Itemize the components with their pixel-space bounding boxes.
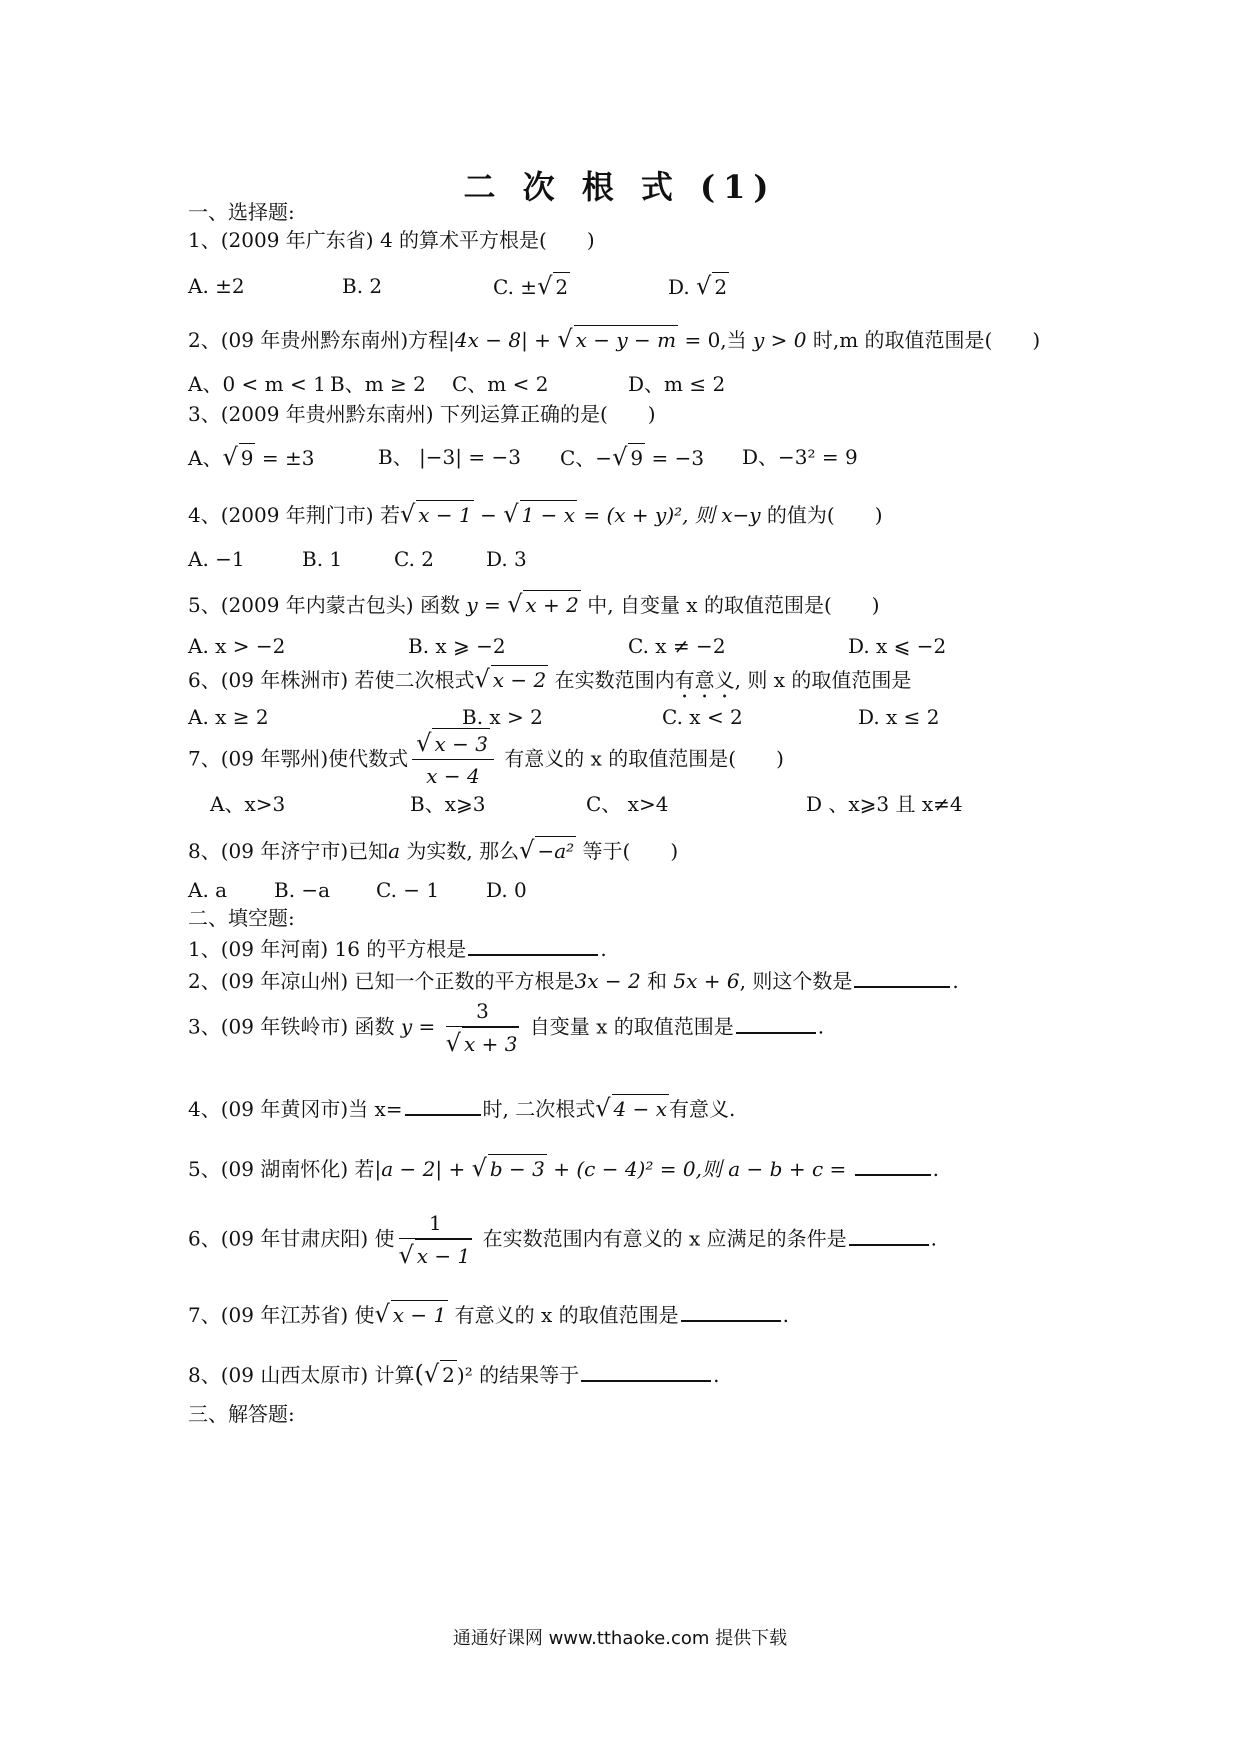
text: 的值为( xyxy=(760,503,835,527)
radicand: 9 xyxy=(628,443,645,472)
text: , 则这个数是 xyxy=(739,969,853,993)
denominator: x − 4 xyxy=(426,764,480,788)
mc-question-3 xyxy=(188,400,656,428)
option-b: B. 1 xyxy=(302,547,343,571)
sqrt-sign: √ xyxy=(416,729,432,757)
fill-question-8 xyxy=(188,1358,719,1389)
paren-close: ) xyxy=(874,503,883,527)
fill-question-2 xyxy=(188,964,959,995)
mc-question-4 xyxy=(188,500,883,529)
paren-close: ) xyxy=(670,839,679,863)
paren-close: ) xyxy=(776,746,784,771)
option-d: D. 0 xyxy=(486,878,527,902)
fill-question-5 xyxy=(188,1152,939,1183)
mc-question-6 xyxy=(188,665,911,703)
option-label: D. xyxy=(668,275,697,299)
mc-question-7 xyxy=(188,728,784,792)
text: 有意义的 x 的取值范围是 xyxy=(448,1303,679,1327)
text: 在实数范围内 xyxy=(548,668,675,692)
paren-close: )² xyxy=(456,1363,473,1387)
option-b: B. −a xyxy=(274,878,331,902)
option-b: B、x⩾3 xyxy=(410,792,486,816)
option-b: B. 2 xyxy=(342,274,383,298)
sqrt-sign: √ xyxy=(423,1360,440,1388)
sqrt-sign: √ xyxy=(474,665,490,693)
paren-close: ) xyxy=(871,593,880,617)
option-c: C. − 1 xyxy=(376,878,440,902)
sqrt-sign: √ xyxy=(503,500,519,528)
option-b: B、 |−3| = −3 xyxy=(378,445,521,469)
section-heading-fill: 二、填空题: xyxy=(188,906,295,930)
radicand: 2 xyxy=(440,1360,457,1389)
radicand: 4 − x xyxy=(612,1094,669,1123)
text: 等于( xyxy=(576,839,631,863)
option-a: A、x>3 xyxy=(210,792,286,816)
option-d: D. 3 xyxy=(486,547,527,571)
option-label: C、− xyxy=(560,446,613,470)
option-a: A. x ≥ 2 xyxy=(188,705,269,729)
option-d: D、m ≤ 2 xyxy=(628,372,726,396)
numerator xyxy=(412,728,494,760)
text: 为实数, 那么 xyxy=(400,839,520,863)
answer-blank xyxy=(736,1010,816,1034)
sqrt-sign: √ xyxy=(507,590,523,618)
sqrt-sign: √ xyxy=(595,1094,611,1122)
option-c: C. x ≠ −2 xyxy=(628,634,726,658)
page-title: 二 次 根 式 (1) xyxy=(463,168,777,206)
variable: x−y xyxy=(721,503,761,527)
expression: 5x + 6 xyxy=(673,969,740,993)
radicand: x − 1 xyxy=(415,1239,472,1272)
option-rest: = ±3 xyxy=(255,446,315,470)
function: y = xyxy=(466,593,508,617)
paren-close: ) xyxy=(586,228,595,252)
option-b: B. x > 2 xyxy=(462,705,543,729)
radicand: x − 1 xyxy=(416,500,473,529)
option-a: A. x > −2 xyxy=(188,634,286,658)
question-text: 6、(09 年甘肃庆阳) 使 xyxy=(188,1226,395,1251)
question-text: 8、(09 年济宁市)已知 xyxy=(188,839,389,863)
option-d xyxy=(668,272,729,301)
option-c: C、m < 2 xyxy=(452,372,549,396)
answer-blank xyxy=(854,964,950,988)
option-a: A. −1 xyxy=(188,547,245,571)
radicand: −a² xyxy=(535,836,576,865)
text: 中, 自变量 x 的取值范围是( xyxy=(580,593,832,617)
fill-question-6 xyxy=(188,1208,937,1272)
option-a: A. a xyxy=(188,878,228,902)
option-b: B. x ⩾ −2 xyxy=(408,634,506,658)
radicand: 9 xyxy=(239,443,256,472)
text: , 则 x 的取值范围是 xyxy=(734,668,912,692)
text: 在实数范围内有意义的 x 应满足的条件是 xyxy=(476,1226,847,1251)
option-c: C、 x>4 xyxy=(586,792,669,816)
option-d: D. x ⩽ −2 xyxy=(848,634,947,658)
radicand: b − 3 xyxy=(488,1154,547,1183)
option-c: C. x < 2 xyxy=(662,705,743,729)
answer-blank xyxy=(581,1358,711,1382)
question-text: 3、(2009 年贵州黔东南州) 下列运算正确的是( xyxy=(188,402,608,426)
text: 有意义的 x 的取值范围是( xyxy=(497,746,737,771)
radicand: 2 xyxy=(553,272,570,301)
option-c xyxy=(560,443,704,472)
answer-blank xyxy=(849,1222,929,1246)
option-d: D、−3² = 9 xyxy=(742,445,858,469)
answer-blank xyxy=(405,1092,481,1116)
operator: − xyxy=(473,503,504,527)
mc-question-5 xyxy=(188,590,880,619)
text: 时,m 的取值范围是( xyxy=(806,328,993,352)
denominator xyxy=(399,1239,473,1272)
equation: |4x − 8| + xyxy=(448,328,558,352)
option-d: D 、x⩾3 且 x≠4 xyxy=(806,792,963,816)
radicand: x + 2 xyxy=(523,590,580,619)
fraction xyxy=(399,1208,473,1272)
question-text: 2、(09 年凉山州) 已知一个正数的平方根是 xyxy=(188,969,575,993)
fill-question-1 xyxy=(188,932,607,963)
fill-question-4 xyxy=(188,1092,735,1123)
sqrt-sign: √ xyxy=(374,1300,390,1328)
option-c: C. 2 xyxy=(394,547,435,571)
sqrt-sign: √ xyxy=(557,325,573,353)
option-label: A、 xyxy=(188,446,223,470)
radicand: x − 3 xyxy=(432,728,489,759)
option-a xyxy=(188,443,314,472)
fraction xyxy=(446,996,520,1060)
option-rest: = −3 xyxy=(645,446,705,470)
sqrt-sign: √ xyxy=(537,272,553,300)
radicand: x + 3 xyxy=(462,1027,519,1060)
option-c xyxy=(493,272,570,301)
period: . xyxy=(782,1303,789,1327)
option-a: A. ±2 xyxy=(188,274,245,298)
expression: + (c − 4)² = 0,则 a − b + c = xyxy=(546,1157,853,1181)
section-heading-choice: 一、选择题: xyxy=(188,200,295,224)
question-text: 1、(09 年河南) 16 的平方根是 xyxy=(188,937,467,961)
condition: y > 0 xyxy=(753,328,807,352)
sqrt-sign: √ xyxy=(445,1029,461,1057)
numerator: 3 xyxy=(446,996,520,1027)
text: 的结果等于 xyxy=(472,1363,580,1387)
page-footer: 通通好课网 www.tthaoke.com 提供下载 xyxy=(452,1628,788,1649)
text: = 0,当 xyxy=(678,328,754,352)
period: . xyxy=(952,969,959,993)
expression: 3x − 2 xyxy=(574,969,641,993)
text: 时, 二次根式 xyxy=(482,1097,596,1121)
mc-question-8 xyxy=(188,836,678,865)
radicand: 2 xyxy=(712,272,729,301)
function: y = xyxy=(400,1014,442,1039)
sqrt-sign: √ xyxy=(612,443,628,471)
mc-question-1 xyxy=(188,226,595,254)
option-a: A、0 < m < 1 xyxy=(188,372,326,396)
fill-question-3 xyxy=(188,996,824,1060)
answer-blank xyxy=(681,1298,781,1322)
sqrt-sign: √ xyxy=(471,1154,487,1182)
paren-open: ( xyxy=(414,1360,424,1388)
question-text: 5、(2009 年内蒙古包头) 函数 xyxy=(188,593,467,617)
variable: a xyxy=(388,839,401,863)
sqrt-sign: √ xyxy=(519,836,535,864)
option-d: D. x ≤ 2 xyxy=(858,705,940,729)
emphasis-text: 有意义 xyxy=(674,668,735,692)
radicand: x − y − m xyxy=(574,325,679,354)
period: . xyxy=(932,1157,939,1181)
period: . xyxy=(600,937,607,961)
paren-close: ) xyxy=(647,402,656,426)
denominator xyxy=(446,1027,520,1060)
radicand: x − 1 xyxy=(391,1300,448,1329)
equation: = (x + y)², 则 xyxy=(577,503,722,527)
question-text: 4、(09 年黄冈市)当 x= xyxy=(188,1097,403,1121)
expression: |a − 2| + xyxy=(374,1157,472,1181)
period: . xyxy=(713,1363,720,1387)
radicand: 1 − x xyxy=(520,500,577,529)
question-text: 2、(09 年贵州黔东南州)方程 xyxy=(188,328,449,352)
paren-close: ) xyxy=(1032,328,1041,352)
question-text: 8、(09 山西太原市) 计算 xyxy=(188,1363,415,1387)
question-text: 6、(09 年株洲市) 若使二次根式 xyxy=(188,668,475,692)
numerator: 1 xyxy=(399,1208,473,1239)
section-heading-answer: 三、解答题: xyxy=(188,1402,295,1426)
text: 和 xyxy=(640,969,674,993)
period: . xyxy=(817,1014,825,1039)
sqrt-sign: √ xyxy=(398,1241,414,1269)
text: 有意义. xyxy=(669,1097,736,1121)
option-b: B、m ≥ 2 xyxy=(330,372,426,396)
question-text: 1、(2009 年广东省) 4 的算术平方根是( xyxy=(188,228,547,252)
radicand: x − 2 xyxy=(491,665,548,694)
answer-blank xyxy=(468,932,598,956)
question-text: 3、(09 年铁岭市) 函数 xyxy=(188,1014,401,1039)
text: 自变量 x 的取值范围是 xyxy=(523,1014,734,1039)
fraction xyxy=(412,728,494,792)
option-label: C. ± xyxy=(493,275,538,299)
question-text: 5、(09 湖南怀化) 若 xyxy=(188,1157,375,1181)
sqrt-sign: √ xyxy=(696,272,712,300)
sqrt-sign: √ xyxy=(399,500,416,528)
fill-question-7 xyxy=(188,1298,789,1329)
answer-blank xyxy=(855,1152,931,1176)
sqrt-sign: √ xyxy=(222,443,238,471)
mc-question-2 xyxy=(188,325,1040,354)
period: . xyxy=(930,1226,937,1251)
question-text: 7、(09 年鄂州)使代数式 xyxy=(188,746,409,771)
question-text: 4、(2009 年荆门市) 若 xyxy=(188,503,400,527)
question-text: 7、(09 年江苏省) 使 xyxy=(188,1303,375,1327)
